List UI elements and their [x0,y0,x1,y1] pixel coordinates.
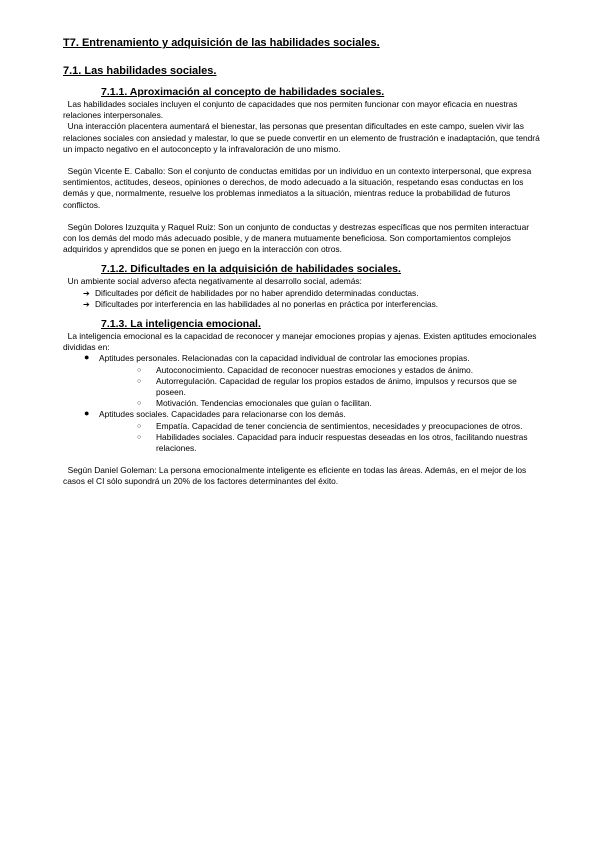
paragraph-emotional-intelligence: La inteligencia emocional es la capacidad de reconocer y manejar emociones propias y ajenas. Existen aptitudes emocionales divididas en: [63,331,537,353]
subsection-heading-3: 7.1.3. La inteligencia emocional. [101,318,261,331]
list-item: ○ Motivación. Tendencias emocionales que guían o facilitan. [137,398,372,409]
aptitudes-list [63,353,541,454]
circle-bullet-icon: ○ [137,422,142,430]
arrow-bullet-icon: ➔ [83,288,90,298]
dot-bullet-icon: ● [84,408,90,419]
subsection-heading-2: 7.1.2. Dificultades en la adquisición de habilidades sociales. [101,263,401,276]
personal-aptitudes-sublist [99,365,541,410]
circle-bullet-icon: ○ [137,366,142,374]
section-heading: 7.1. Las habilidades sociales. [63,65,217,77]
subsection-heading-1: 7.1.1. Aproximación al concepto de habilidades sociales. [101,86,385,98]
list-item: ○ Habilidades sociales. Capacidad para inducir respuestas deseadas en los otros, facilitando nuestras relaciones. [137,431,528,454]
circle-bullet-icon: ○ [137,433,142,441]
circle-bullet-icon: ○ [137,377,142,385]
dot-bullet-icon: ● [84,352,90,363]
list-item: ○ Autorregulación. Capacidad de regular los propios estados de ánimo, impulsos y recursos que se poseen. [137,375,517,398]
list-item-social: ● Aptitudes sociales. Capacidades para relacionarse con los demás. ○ Empatía. Capacidad de tener conciencia de sentimientos, necesidades y preocupaciones de otros. ○ Habilidades sociales. Capacidad para inducir respuestas deseadas en los otros, facilitando nuestras relaciones. [84,409,541,454]
paragraph-adverse-environment: Un ambiente social adverso afecta negativamente al desarrollo social, además: [67,276,362,287]
paragraph-caballo: Según Vicente E. Caballo: Son el conjunto de conductas emitidas por un individuo en un contexto interpersonal, que expresa sentimientos, actitudes, deseos, opiniones o derechos, de modo adecuado a la situación, respetando esas conductas en los demás y que, normalmente, resuelve los problemas inmediatos a la situación, mientras reduce la probabilidad de futuros conflictos. [63,166,532,210]
list-item: ○ Empatía. Capacidad de tener conciencia de sentimientos, necesidades y preocupaciones de otros. [137,420,523,431]
paragraph-definition: Las habilidades sociales incluyen el conjunto de capacidades que nos permiten funcionar con mayor eficacia en nuestras relaciones interpersonales. [63,99,518,121]
paragraph-goleman: Según Daniel Goleman: La persona emocionalmente inteligente es eficiente en todas las áreas. Además, en el mejor de los casos el CI sólo supondrá un 20% de los factores determinantes del éxito. [63,465,527,487]
paragraph-interaction: Una interacción placentera aumentará el bienestar, las personas que presentan dificultades en este campo, suelen vivir las relaciones sociales con ansiedad y malestar, lo que se puede convertir en un elemento de frustración e inadaptación, que tendrá un impacto negativo en el autoconcepto y la infravaloración de uno mismo. [63,121,540,154]
list-item: ➔ Dificultades por interferencia en las habilidades al no ponerlas en práctica por interferencias. [83,298,439,309]
document-page [63,36,541,488]
document-title: T7. Entrenamiento y adquisición de las habilidades sociales. [63,37,380,49]
list-item: ➔ Dificultades por déficit de habilidades por no haber aprendido determinadas conductas. [83,287,419,298]
paragraph-izuzquita-ruiz: Según Dolores Izuzquita y Raquel Ruiz: Son un conjunto de conductas y destrezas específicas que nos permiten interactuar con los demás del modo más adecuado posible, y de manera mutuamente beneficiosa. Son comportamientos complejos adquiridos y aprendidos que se ponen en juego en la interacción con otros. [63,221,530,255]
list-item: ○ Autoconocimiento. Capacidad de reconocer nuestras emociones y estados de ánimo. [137,364,474,375]
difficulties-list [63,288,541,310]
social-aptitudes-sublist [99,421,541,455]
arrow-bullet-icon: ➔ [83,299,90,309]
circle-bullet-icon: ○ [137,400,142,408]
list-item-personal: ● Aptitudes personales. Relacionadas con la capacidad individual de controlar las emociones propias. ○ Autoconocimiento. Capacidad de reconocer nuestras emociones y estados de ánimo. ○ Autorregulación. Capacidad de regular los propios estados de ánimo, impulsos y recursos que se poseen. ○ Motivación. Tendencias emocionales que guían o facilitan. [84,353,541,409]
